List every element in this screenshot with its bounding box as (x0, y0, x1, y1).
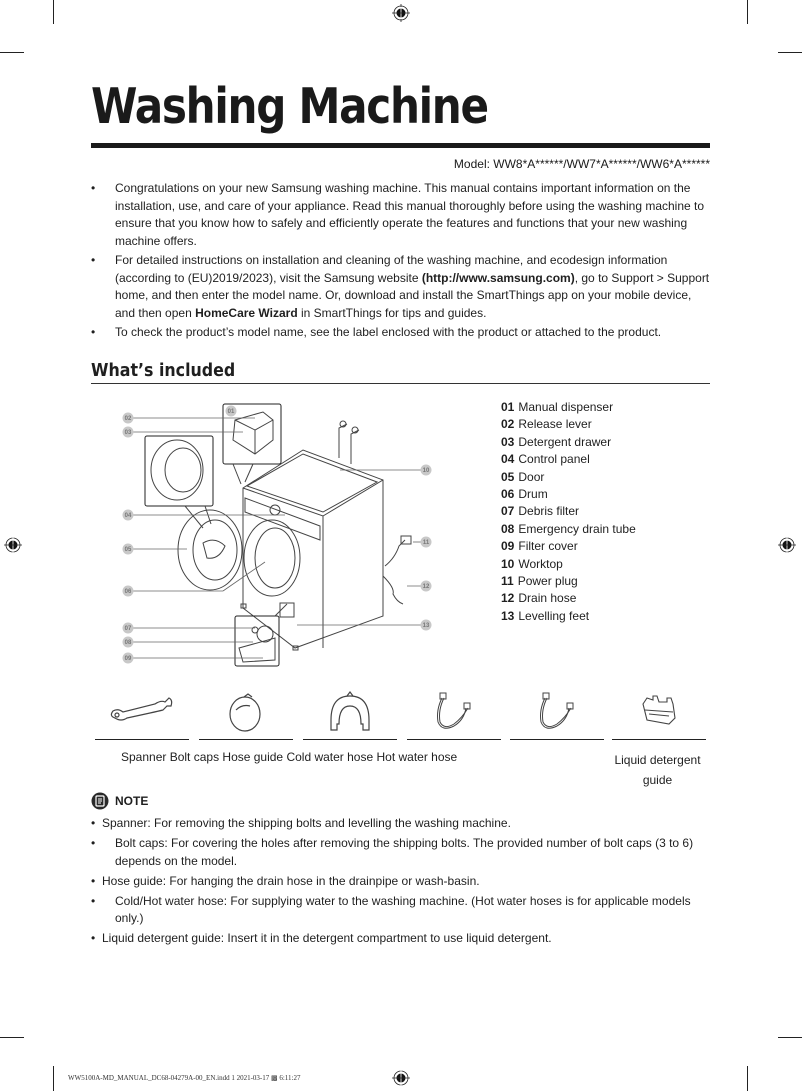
note-item: • Bolt caps: For covering the holes after removing the shipping bolts. The provided number of bolt caps (3 to 6) depends on the model. (91, 835, 711, 870)
svg-text:10: 10 (422, 468, 430, 474)
part-item: 03 Detergent drawer (501, 434, 612, 449)
spanner-icon (105, 690, 179, 726)
washing-machine-diagram (115, 398, 440, 673)
svg-text:09: 09 (124, 656, 132, 662)
accessory-hot-water-hose (510, 688, 604, 740)
print-slug: WW5100A-MD_MANUAL_DC68-04279A-00_EN.indd 1 2021-03-17 ▩ 6:11:27 (68, 1074, 301, 1082)
crop-mark (53, 1066, 54, 1091)
svg-text:05: 05 (124, 547, 132, 553)
part-item: 09 Filter cover (501, 539, 578, 554)
hot-water-hose-icon (533, 690, 581, 734)
note-heading: NOTE (115, 794, 149, 808)
svg-text:07: 07 (124, 626, 132, 632)
part-item: 04 Control panel (501, 452, 590, 467)
svg-text:04: 04 (124, 513, 132, 519)
part-item: 07 Debris filter (501, 504, 580, 519)
part-item: 12 Drain hose (501, 591, 577, 606)
part-item: 08 Emergency drain tube (501, 521, 636, 536)
note-list (91, 815, 711, 950)
part-item: 13 Levelling feet (501, 608, 590, 623)
page-title: Washing Machine (91, 78, 488, 135)
accessory-divider (510, 739, 604, 740)
liquid-detergent-guide-icon (637, 690, 681, 730)
accessory-divider (407, 739, 501, 740)
parts-list (501, 399, 636, 625)
registration-mark-icon (4, 536, 22, 554)
section-heading-whats-included: What’s included (91, 360, 236, 381)
part-item: 02 Release lever (501, 417, 592, 432)
accessory-hose-guide (303, 688, 397, 740)
note-header (91, 792, 148, 810)
crop-mark (778, 1037, 802, 1038)
crop-mark (778, 52, 802, 53)
part-item: 06 Drum (501, 486, 548, 501)
registration-mark-icon (392, 4, 410, 22)
crop-mark (53, 0, 54, 24)
note-item: • Cold/Hot water hose: For supplying water to the washing machine. (Hot water hoses is for applicable models only.) (91, 893, 711, 928)
section-divider (91, 383, 710, 384)
crop-mark (747, 1066, 748, 1091)
accessory-divider (303, 739, 397, 740)
note-item: • Spanner: For removing the shipping bolts and levelling the washing machine. (91, 815, 711, 833)
accessory-label-liquid-detergent-guide: Liquid detergent guide (614, 753, 701, 787)
callout-01: 01 (227, 409, 235, 415)
registration-mark-icon (778, 536, 796, 554)
accessories-row (95, 688, 706, 740)
svg-text:11: 11 (422, 540, 430, 546)
accessory-divider (612, 739, 706, 740)
svg-text:03: 03 (124, 430, 132, 436)
intro-bullet: • To check the product’s model name, see the label enclosed with the product or attached to the product. (91, 324, 711, 342)
cold-water-hose-icon (430, 690, 478, 734)
title-divider (91, 143, 710, 148)
accessory-bolt-caps (199, 688, 293, 740)
svg-text:02: 02 (124, 416, 132, 422)
intro-bullet: • Congratulations on your new Samsung washing machine. This manual contains important information on the installation, use, and care of your appliance. Read this manual thoroughly before using the washing machine to ensure that you know how to safely and efficiently operate the features and functions that your new washing machine offers. (91, 180, 711, 250)
accessory-cold-water-hose (407, 688, 501, 740)
crop-mark (0, 1037, 24, 1038)
part-item: 11 Power plug (501, 573, 578, 588)
note-item: • Hose guide: For hanging the drain hose in the drainpipe or wash-basin. (91, 873, 711, 891)
svg-text:06: 06 (124, 589, 132, 595)
note-item: • Liquid detergent guide: Insert it in the detergent compartment to use liquid detergent. (91, 930, 711, 948)
accessory-labels: Spanner Bolt caps Hose guide Cold water hose Hot water hose (121, 750, 458, 764)
svg-text:13: 13 (422, 623, 430, 629)
note-icon (91, 792, 109, 810)
accessory-liquid-detergent-guide (612, 688, 706, 740)
crop-mark (747, 0, 748, 24)
svg-text:12: 12 (422, 584, 430, 590)
accessory-divider (199, 739, 293, 740)
part-item: 01 Manual dispenser (501, 400, 614, 414)
samsung-website-link[interactable]: (http://www.samsung.com) (421, 270, 575, 285)
bolt-cap-icon (224, 690, 268, 734)
accessory-divider (95, 739, 189, 740)
part-item: 10 Worktop (501, 556, 563, 571)
svg-text:08: 08 (124, 640, 132, 646)
homecare-wizard-label: HomeCare Wizard (195, 305, 298, 320)
hose-guide-icon (325, 690, 375, 734)
crop-mark (0, 52, 24, 53)
model-number: Model: WW8*A******/WW7*A******/WW6*A****** (453, 157, 710, 171)
accessory-spanner (95, 688, 189, 740)
part-item: 05 Door (501, 469, 545, 484)
registration-mark-icon (392, 1069, 410, 1087)
intro-bullet: • For detailed instructions on installation and cleaning of the washing machine, and ecodesign information (according to (EU)2019/2023), visit the Samsung website (http://www.samsung.com), go to Support > Support home, and then enter the model name. Or, download and install the SmartThings app on your mobile device, and then open HomeCare Wizard in SmartThings for tips and guides. (91, 252, 711, 322)
intro-list (91, 180, 711, 344)
